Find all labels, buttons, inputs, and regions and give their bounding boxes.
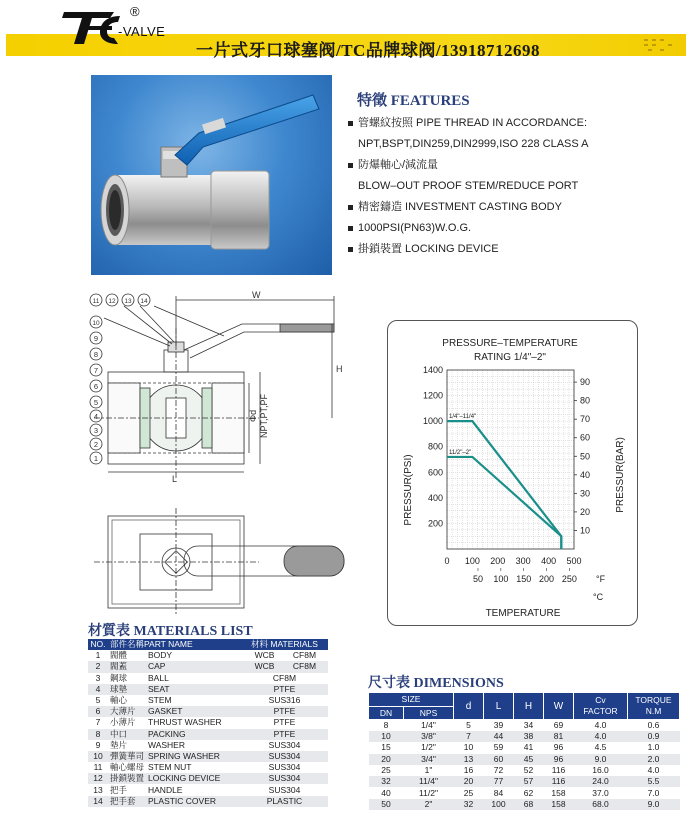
cell-no: 3 [95,672,101,683]
cell-h: 38 [514,731,544,742]
cell-no: 9 [95,739,101,750]
cell-material-1: WCB [254,650,275,661]
cell-part-en: WASHER [148,739,185,750]
feature-item: 管螺紋按照 PIPE THREAD IN ACCORDANCE: [346,113,676,134]
cell-no: 13 [93,784,103,795]
cell-material: SUS304 [268,784,301,795]
cell-no: 4 [88,684,108,695]
part-callout-number: 9 [93,334,99,343]
header-torque-line2: N.M [645,706,662,716]
part-callout-number: 5 [93,398,99,407]
cell-l: 59 [493,742,504,753]
cell-part-cn: 軸心螺母 [109,762,144,773]
cell-material-1: WCB [254,661,275,672]
table-row [369,776,680,787]
cell-nps: 11/4" [404,776,454,787]
cell-material: SUS304 [241,751,328,762]
x-tick-label-c: 200 [539,574,555,584]
cell-part-en: HANDLE [148,784,183,795]
table-row [369,765,680,776]
y-tick-label: 600 [427,467,443,478]
chart-y2label: PRESSUR(BAR) [615,437,626,513]
part-callout-number: 13 [124,298,132,305]
header-decoration [640,36,680,54]
table-row [88,729,328,740]
cell-part-cn: 把手套 [108,796,146,807]
table-row [369,799,680,810]
product-photo [91,75,332,275]
cell-dn: 8 [383,720,389,730]
chart-title: PRESSURE–TEMPERATURE [442,338,578,349]
table-row [369,742,680,753]
cell-no: 5 [95,695,101,706]
header-cv [574,693,628,720]
y2-tick-label: 20 [580,506,591,517]
cell-t: 0.6 [647,720,660,730]
cell-cv: 4.0 [594,720,607,730]
header-part-name: 部件名稱PART NAME [108,639,241,650]
cell-material: SUS304 [268,762,301,773]
features-title: 特徵 FEATURES [357,93,470,109]
cell-cv: 4.0 [574,731,628,742]
part-callout-number: 2 [93,440,99,449]
y-tick-label: 800 [427,441,443,452]
cell-part-cn: 墊片 [109,739,127,750]
cell-material: SUS316 [268,695,301,706]
cell-material-2: CF8M [292,650,317,661]
chart-subtitle: RATING 1/4"–2" [474,352,546,363]
cell-part-en: CAP [146,661,241,672]
cell-nps: 2" [404,799,454,810]
header-torque [628,693,680,720]
cell-nps: 11/2" [419,787,438,798]
cell-part-en: STEM NUT [148,762,192,773]
cell-l: 60 [484,754,514,765]
cell-w: 116 [551,765,566,776]
part-callout-number: 6 [93,382,99,391]
cell-l: 39 [493,720,504,730]
table-row [369,754,680,765]
cell-t: 4.0 [647,765,660,776]
x-tick-label-f: 200 [490,556,506,566]
dim-d-label: Φd [248,409,258,422]
cell-material: SUS304 [241,773,328,784]
y2-tick-label: 80 [580,395,591,406]
pressure-temperature-chart [387,320,638,626]
chart-xlabel: TEMPERATURE [485,608,561,619]
header-materials: 材料 MATERIALS [241,639,328,650]
cell-h: 41 [523,742,534,753]
cell-part-cn: 彈簧華司 [109,750,144,761]
cell-dn: 25 [381,765,391,776]
table-row [369,787,680,798]
cell-h: 62 [523,787,534,798]
y2-tick-label: 60 [580,432,591,443]
cell-l: 77 [484,776,514,787]
cell-cv: 37.0 [592,787,609,798]
drawing-labels [172,290,343,484]
cell-part-cn: 球墊 [108,684,146,695]
part-callout-number: 4 [93,412,99,421]
cell-material: CF8M [272,672,297,683]
feature-item: 1000PSI(PN63)W.O.G. [346,218,676,239]
registered-mark: ® [130,4,140,19]
header-h: H [514,693,544,720]
cell-part-cn: 中口 [108,729,146,740]
cell-l: 44 [484,731,514,742]
bullet-icon [348,205,353,210]
header-dn: DN [369,707,404,720]
part-callout-number: 3 [93,426,99,435]
cell-h: 34 [523,720,534,730]
x-tick-label-c: 100 [493,574,509,584]
cell-part-cn: 掛鎖裝置 [109,773,144,784]
x-tick-label-c: 150 [516,574,532,584]
series-label: 1/4"–11/4" [449,414,477,421]
y2-tick-label: 30 [580,488,591,499]
dimensions-title: 尺寸表 DIMENSIONS [368,676,504,691]
y2-tick-label: 50 [580,451,591,462]
table-row [369,731,680,742]
features-list [346,113,676,260]
bullet-icon [348,226,353,231]
part-callout-number: 10 [92,320,100,327]
cell-t: 2.0 [628,754,680,765]
cell-d: 20 [454,776,484,787]
cell-d: 7 [454,731,484,742]
cell-t: 0.9 [628,731,680,742]
cell-part-cn: 大薄片 [108,706,146,717]
cell-material: PTFE [273,717,296,728]
part-callout-number: 7 [93,366,99,375]
table-row [88,706,328,717]
table-row [88,695,328,706]
x-tick-label-f: 0 [444,556,450,566]
dim-l-label: L [172,474,178,484]
cell-no: 8 [88,729,108,740]
series-label: 11/2"–2" [449,449,472,456]
cell-part-cn: 閥蓋 [108,661,146,672]
cell-d: 32 [454,799,484,810]
cell-h: 57 [514,776,544,787]
cell-l: 84 [493,787,504,798]
header-no: NO. [88,639,108,650]
cell-part-en: STEM [148,695,172,706]
cell-dn: 20 [369,754,404,765]
table-header-row [88,639,328,650]
part-callout-number: 1 [93,454,99,463]
cell-nps: 3/4" [404,754,454,765]
y2-tick-label: 40 [580,469,591,480]
cell-part-en: PLASTIC COVER [146,796,241,807]
cell-part-en: THRUST WASHER [148,717,222,728]
dim-w-label: W [252,290,261,300]
bullet-icon [348,247,353,252]
header-d: d [454,693,484,720]
cell-t: 7.0 [647,787,660,798]
series-line [447,457,561,549]
part-callout-number: 12 [108,298,116,305]
table-row [88,796,328,807]
x-tick-label-f: 100 [464,556,480,566]
table-row [88,784,328,795]
cell-dn: 40 [381,787,391,798]
table-row [88,740,328,751]
cell-part-cn: 鋼球 [109,672,127,683]
x-tick-label-f: 300 [515,556,531,566]
x-tick-label-f: 500 [566,556,582,566]
y-tick-label: 1200 [422,390,443,401]
table-row [369,720,680,732]
cell-no: 10 [88,751,108,762]
cell-material-2: CF8M [292,661,317,672]
table-header-row [369,693,680,707]
dimensions-table [368,692,680,810]
x-tick-label-f: 400 [541,556,557,566]
y2-tick-label: 70 [580,414,591,425]
cell-part-cn: 軸心 [109,695,127,706]
cell-w: 96 [544,754,574,765]
cell-no: 12 [88,773,108,784]
bullet-icon [348,121,353,126]
feature-item: 掛鎖裝置 LOCKING DEVICE [346,239,676,260]
cell-d: 16 [463,765,474,776]
cell-part-cn: 小薄片 [109,717,136,728]
table-row [88,673,328,684]
cell-material: PTFE [241,706,328,717]
plot-frame [447,370,574,549]
cell-d: 10 [463,742,474,753]
x-unit-f: °F [596,574,606,584]
cell-cv: 68.0 [574,799,628,810]
x-unit-c: °C [593,592,604,602]
dim-h-label: H [336,364,343,374]
y2-tick-label: 10 [580,525,591,536]
materials-table [88,639,328,807]
cell-material: PTFE [241,684,328,695]
feature-item: 精密鑄造 INVESTMENT CASTING BODY [346,197,676,218]
feature-item: NPT,BSPT,DIN259,DIN2999,ISO 228 CLASS A [358,138,589,150]
cell-dn: 10 [369,731,404,742]
cell-material [241,650,328,661]
cell-nps: 1/4" [421,720,436,730]
cell-nps: 1/2" [421,742,436,753]
cell-h: 45 [514,754,544,765]
cell-cv: 16.0 [592,765,609,776]
x-tick-label-c: 50 [472,574,483,584]
cell-part-cn: 閥體 [109,650,127,661]
y-tick-label: 400 [427,492,443,503]
cell-dn: 15 [381,742,391,753]
cell-no: 6 [88,706,108,717]
cell-material: PTFE [241,729,328,740]
cell-part-cn: 把手 [109,784,127,795]
cell-no: 2 [88,661,108,672]
cell-dn: 32 [369,776,404,787]
table-row [88,661,328,672]
feature-item: 防爆軸心/減流量 [346,155,676,176]
cell-no: 7 [95,717,101,728]
cell-part-en: BODY [148,650,173,661]
header-nps: NPS [404,707,454,720]
cell-d: 13 [454,754,484,765]
cell-material [241,661,328,672]
cell-nps: 3/8" [404,731,454,742]
y-tick-label: 1400 [422,365,443,375]
part-callout-number: 8 [93,350,99,359]
cell-d: 5 [466,720,471,730]
cell-h: 68 [514,799,544,810]
cell-material: SUS304 [268,739,301,750]
cell-t: 9.0 [628,799,680,810]
cell-w: 81 [544,731,574,742]
table-row [88,684,328,695]
cell-l: 72 [493,765,504,776]
cell-part-en: SPRING WASHER [146,751,241,762]
cell-part-en: BALL [148,672,169,683]
logo-text: -VALVE [118,24,166,39]
header-size: SIZE [369,693,454,707]
cell-cv: 9.0 [574,754,628,765]
cell-h: 52 [523,765,534,776]
table-row [88,751,328,762]
part-callout-number: 14 [140,298,148,305]
cell-cv: 4.5 [594,742,607,753]
cell-w: 116 [544,776,574,787]
cell-part-en: PACKING [146,729,241,740]
x-tick-label-c: 250 [561,574,577,584]
cell-part-en: LOCKING DEVICE [146,773,241,784]
cell-w: 158 [551,787,566,798]
header-l: L [484,693,514,720]
cell-nps: 1" [424,765,433,776]
cell-no: 1 [95,650,101,661]
materials-title: 材質表 MATERIALS LIST [88,624,253,639]
header-torque-line1: TORQUE [635,695,672,705]
cell-no: 14 [88,796,108,807]
feature-item: BLOW–OUT PROOF STEM/REDUCE PORT [358,180,579,192]
cell-dn: 50 [369,799,404,810]
table-row [88,773,328,784]
bullet-icon [348,163,353,168]
table-row [88,762,328,773]
cell-no: 11 [93,762,103,773]
dim-npt-label: NPT,PT,PF [259,393,269,438]
cell-cv: 24.0 [574,776,628,787]
technical-drawing [84,288,364,618]
chart-ylabel: PRESSUR(PSI) [403,454,414,526]
header-cv-line1: Cv [595,695,606,705]
table-row [88,650,328,661]
cell-t: 5.5 [628,776,680,787]
cell-material: PLASTIC [241,796,328,807]
cell-d: 25 [463,787,474,798]
cell-part-en: GASKET [146,706,241,717]
cell-w: 96 [553,742,564,753]
y2-tick-label: 90 [580,377,591,388]
cell-t: 1.0 [647,742,660,753]
header-cv-line2: FACTOR [583,706,618,716]
page-title: 一片式牙口球塞阀/TC品牌球阀/13918712698 [196,41,541,60]
cell-w: 158 [544,799,574,810]
header-w: W [544,693,574,720]
y-tick-label: 200 [427,518,443,529]
cell-part-en: SEAT [146,684,241,695]
y-tick-label: 1000 [422,416,443,427]
part-callout-number: 11 [92,298,100,305]
cell-l: 100 [484,799,514,810]
cell-w: 69 [553,720,564,730]
table-row [88,717,328,728]
